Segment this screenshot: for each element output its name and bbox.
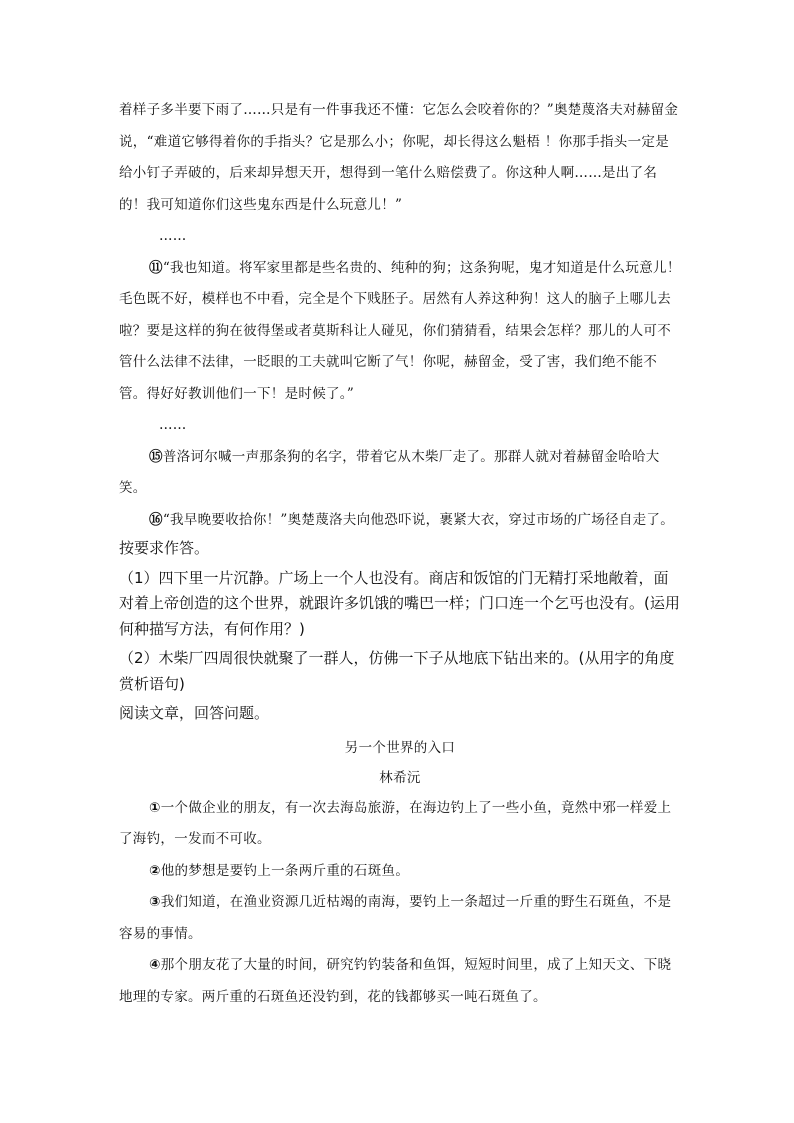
instruction-text: 按要求作答。: [119, 539, 210, 557]
question-1: （1）四下里一片沉静。广场上一个人也没有。商店和饭馆的门无精打采地敞着，面对着上帝创造的这个世界，就跟许多饥饿的嘴巴一样；门口连一个乞丐也没有。(运用何种描写方法，有何作用？): [119, 568, 680, 638]
paragraph-3-text: 我们知道，在渔业资源几近枯竭的南海，要钓上一条超过一斤重的野生石斑鱼，不是容易的事情。: [119, 894, 672, 942]
article-author: 林希沅: [379, 769, 421, 786]
document-page: [119, 95, 681, 1013]
paragraph-number-3: ③: [149, 894, 161, 910]
article-paragraph-3: [119, 887, 681, 950]
paragraph-11-text: “我也知道。将军家里都是些名贵的、纯种的狗；这条狗呢，鬼才知道是什么玩意儿！毛色既不好，模样也不中看，完全是个下贱胚子。居然有人养这种狗！这人的脑子上哪儿去啦？要是这样的狗在彼得堡或者莫斯科让人碰见，你们猜猜看，结果会怎样？那儿的人可不管什么法律不法律，一眨眼的工夫就叫它断了气！你呢，赫留金，受了害，我们绝不能不管。得好好教训他们一下！是时候了。”: [119, 259, 681, 402]
paragraph-1-text: 一个做企业的朋友，有一次去海岛旅游，在海边钓上了一些小鱼，竟然中邪一样爱上了海钓，一发而不可收。: [119, 799, 672, 847]
story-paragraph-15: [119, 442, 681, 505]
story-paragraph-16: [119, 505, 681, 537]
article-paragraph-1: [119, 793, 681, 856]
article-paragraph-2: [119, 856, 681, 888]
paragraph-4-text: 那个朋友花了大量的时间，研究钓钓装备和鱼饵，短短时间里，成了上知天文、下晓地理的专家。两斤重的石斑鱼还没钓到，花的钱都够买一吨石斑鱼了。: [119, 957, 672, 1005]
paragraph-16-text: “我早晚要收拾你！”奥楚蔑洛夫向他恐吓说，裹紧大衣，穿过市场的广场径自走了。: [162, 511, 675, 528]
ellipsis-separator: ……: [159, 228, 187, 244]
article-title: 另一个世界的入口: [344, 739, 456, 756]
question-2: （2）木柴厂四周很快就聚了一群人，仿佛一下子从地底下钻出来的。(从用字的角度赏析语句): [119, 649, 675, 693]
reading-prompt: 阅读文章，回答问题。: [119, 704, 270, 722]
ellipsis-separator: ……: [159, 417, 187, 433]
paragraph-number-4: ④: [149, 957, 161, 973]
paragraph-number-11: ⑪: [149, 259, 163, 276]
paragraph-15-text: 普洛诃尔喊一声那条狗的名字，带着它从木柴厂走了。那群人就对着赫留金哈哈大笑。: [119, 448, 660, 496]
story-paragraph-continued: 着样子多半要下雨了……只是有一件事我还不懂：它怎么会咬着你的？”奥楚蔑洛夫对赫留金说，“难道它够得着你的手指头？它是那么小；你呢，却长得这么魁梧 ！你那手指头一定是给小钉子弄破的，后来却异想天开，想得到一笔什么赔偿费了。你这种人啊……是出了名的！我可知道你们这些鬼东西是什么玩意儿！”: [119, 102, 679, 213]
paragraph-number-1: ①: [149, 799, 161, 816]
paragraph-number-2: ②: [149, 862, 161, 879]
paragraph-2-text: 他的梦想是要钓上一条两斤重的石斑鱼。: [160, 862, 410, 879]
paragraph-number-16: ⑯: [149, 511, 163, 528]
story-paragraph-11: [119, 253, 681, 411]
paragraph-number-15: ⑮: [149, 448, 163, 465]
article-paragraph-4: [119, 950, 681, 1013]
